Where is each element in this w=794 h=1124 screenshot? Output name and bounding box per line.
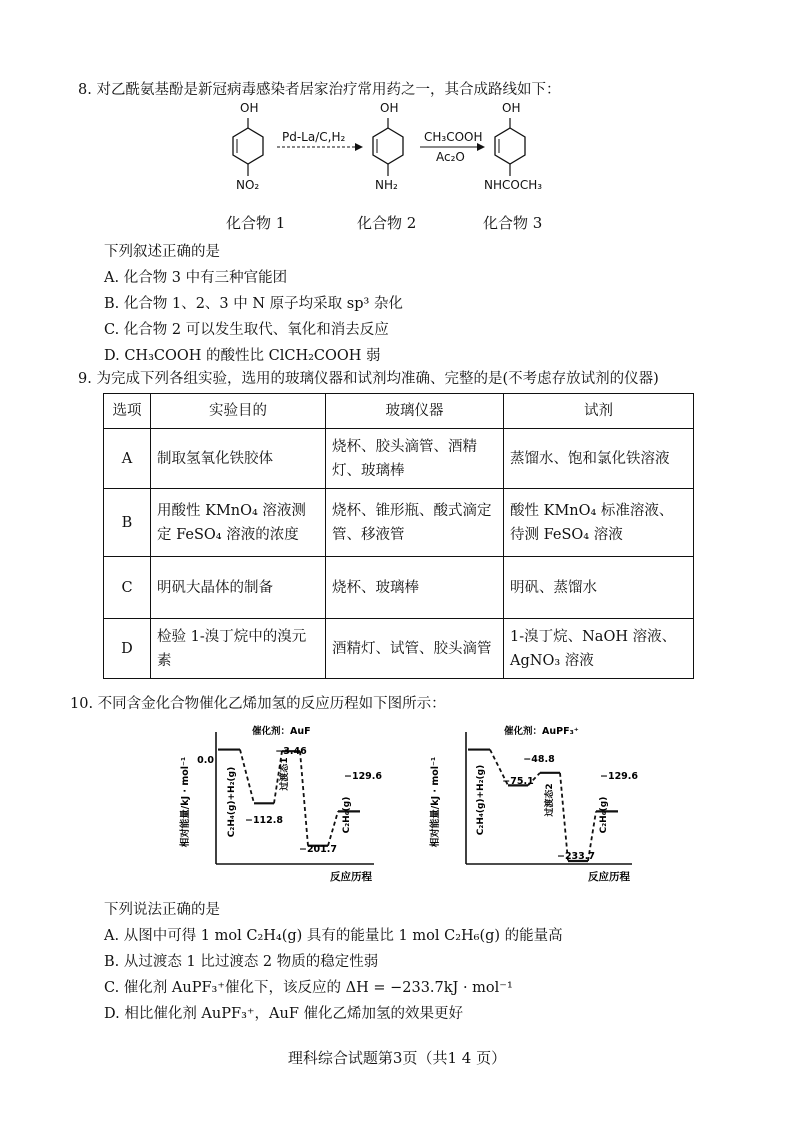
energy-value-label: −3.46: [275, 746, 307, 757]
row-option: A: [104, 429, 151, 489]
energy-value-label: 0.0: [197, 755, 214, 766]
row-reagents: 1-溴丁烷、NaOH 溶液、AgNO₃ 溶液: [504, 619, 694, 679]
row-instruments: 烧杯、锥形瓶、酸式滴定管、移液管: [326, 489, 504, 557]
row-reagents: 酸性 KMnO₄ 标准溶液、待测 FeSO₄ 溶液: [504, 489, 694, 557]
table-row: [104, 429, 694, 489]
species-label: C₂H₄(g)+H₂(g): [227, 766, 237, 838]
energy-value-label: −129.6: [600, 771, 639, 782]
q10-stem: 10. 不同含金化合物催化乙烯加氢的反应历程如下图所示：: [70, 696, 446, 712]
table-header-row: [104, 394, 694, 429]
q9-table: [103, 393, 694, 679]
row-option: C: [104, 557, 151, 619]
q10-option-b: B. 从过渡态 1 比过渡态 2 物质的稳定性弱: [104, 954, 379, 970]
chart-title: 催化剂：AuPF₃⁺: [504, 726, 579, 737]
q8-option-b: B. 化合物 1、2、3 中 N 原子均采取 sp³ 杂化: [104, 296, 403, 312]
row-option: D: [104, 619, 151, 679]
energy-value-label: −112.8: [244, 815, 284, 826]
q8-option-c: C. 化合物 2 可以发生取代、氧化和消去反应: [104, 322, 389, 338]
energy-value-label: −75.1: [502, 776, 534, 787]
table-row: [104, 557, 694, 619]
table-row: [104, 489, 694, 557]
energy-value-label: −201.7: [298, 844, 338, 855]
energy-value-label: −233.7: [556, 851, 596, 862]
arrow-1-reagent: Pd-La/C,H₂: [282, 130, 346, 144]
arrow-2-reagent-bottom: Ac₂O: [436, 150, 465, 164]
compound-2-oh: OH: [380, 101, 399, 115]
row-aim: 明矾大晶体的制备: [151, 557, 326, 619]
pathway-connector: [300, 751, 308, 846]
row-option: B: [104, 489, 151, 557]
compound-1-label: 化合物 1: [226, 214, 286, 232]
q8-option-a: A. 化合物 3 中有三种官能团: [104, 270, 288, 286]
header-aim: 实验目的: [151, 394, 326, 429]
energy-diagram-aupf3: [428, 722, 638, 890]
compound-3-substituent: NHCOCH₃: [484, 178, 543, 192]
arrow-2-reagent-top: CH₃COOH: [424, 130, 483, 144]
species-label: C₂H₄(g)+H₂(g): [476, 764, 486, 836]
pathway-connector: [328, 811, 338, 845]
row-aim: 用酸性 KMnO₄ 溶液测定 FeSO₄ 溶液的浓度: [151, 489, 326, 557]
compound-1-substituent: NO₂: [236, 178, 260, 192]
q10-prompt: 下列说法正确的是: [104, 902, 220, 918]
row-instruments: 酒精灯、试管、胶头滴管: [326, 619, 504, 679]
x-axis-label: 反应历程: [330, 871, 372, 883]
compound-1-structure: [233, 118, 263, 176]
pathway-connector: [240, 750, 254, 804]
reaction-arrow-1: [277, 143, 363, 151]
q10-option-d: D. 相比催化剂 AuPF₃⁺，AuF 催化乙烯加氢的效果更好: [104, 1006, 464, 1022]
row-reagents: 蒸馏水、饱和氯化铁溶液: [504, 429, 694, 489]
row-instruments: 烧杯、胶头滴管、酒精灯、玻璃棒: [326, 429, 504, 489]
header-instruments: 玻璃仪器: [326, 394, 504, 429]
row-aim: 制取氢氧化铁胶体: [151, 429, 326, 489]
energy-value-label: −129.6: [344, 771, 383, 782]
compound-3-oh: OH: [502, 101, 521, 115]
pathway-connector: [560, 773, 568, 861]
header-reagents: 试剂: [504, 394, 694, 429]
q9-stem: 9. 为完成下列各组实验，选用的玻璃仪器和试剂均准确、完整的是(不考虑存放试剂的仪器): [78, 371, 659, 387]
row-aim: 检验 1-溴丁烷中的溴元素: [151, 619, 326, 679]
q8-prompt: 下列叙述正确的是: [104, 244, 220, 260]
compound-3-label: 化合物 3: [483, 214, 543, 232]
energy-value-label: −48.8: [523, 754, 555, 765]
y-axis-label: 相对能量/kJ · mol⁻¹: [430, 756, 441, 848]
chart-title: 催化剂：AuF: [252, 726, 311, 737]
compound-2-structure: [373, 118, 403, 176]
species-label: 过渡态2: [545, 783, 555, 817]
q8-synthesis-scheme: [215, 100, 595, 210]
species-label: 过渡态1: [280, 757, 290, 791]
row-reagents: 明矾、蒸馏水: [504, 557, 694, 619]
x-axis-label: 反应历程: [588, 871, 630, 883]
q8-option-d: D. CH₃COOH 的酸性比 ClCH₂COOH 弱: [104, 348, 381, 364]
compound-2-label: 化合物 2: [357, 214, 417, 232]
row-instruments: 烧杯、玻璃棒: [326, 557, 504, 619]
y-axis-label: 相对能量/kJ · mol⁻¹: [180, 756, 191, 848]
energy-diagram-auf: [178, 722, 383, 890]
q10-option-a: A. 从图中可得 1 mol C₂H₄(g) 具有的能量比 1 mol C₂H₆(g) 的能量高: [104, 928, 563, 944]
species-label: C₂H₆(g): [599, 796, 609, 834]
q10-option-c: C. 催化剂 AuPF₃⁺催化下，该反应的 ΔH = −233.7kJ · mol⁻¹: [104, 980, 513, 996]
page-footer: 理科综合试题第3页（共1 4 页）: [287, 1049, 507, 1067]
compound-2-substituent: NH₂: [375, 178, 398, 192]
compound-3-structure: [495, 118, 525, 176]
q8-stem: 8. 对乙酰氨基酚是新冠病毒感染者居家治疗常用药之一，其合成路线如下：: [78, 82, 561, 98]
compound-1-oh: OH: [240, 101, 259, 115]
species-label: C₂H₆(g): [342, 796, 352, 834]
header-option: 选项: [104, 394, 151, 429]
table-row: [104, 619, 694, 679]
